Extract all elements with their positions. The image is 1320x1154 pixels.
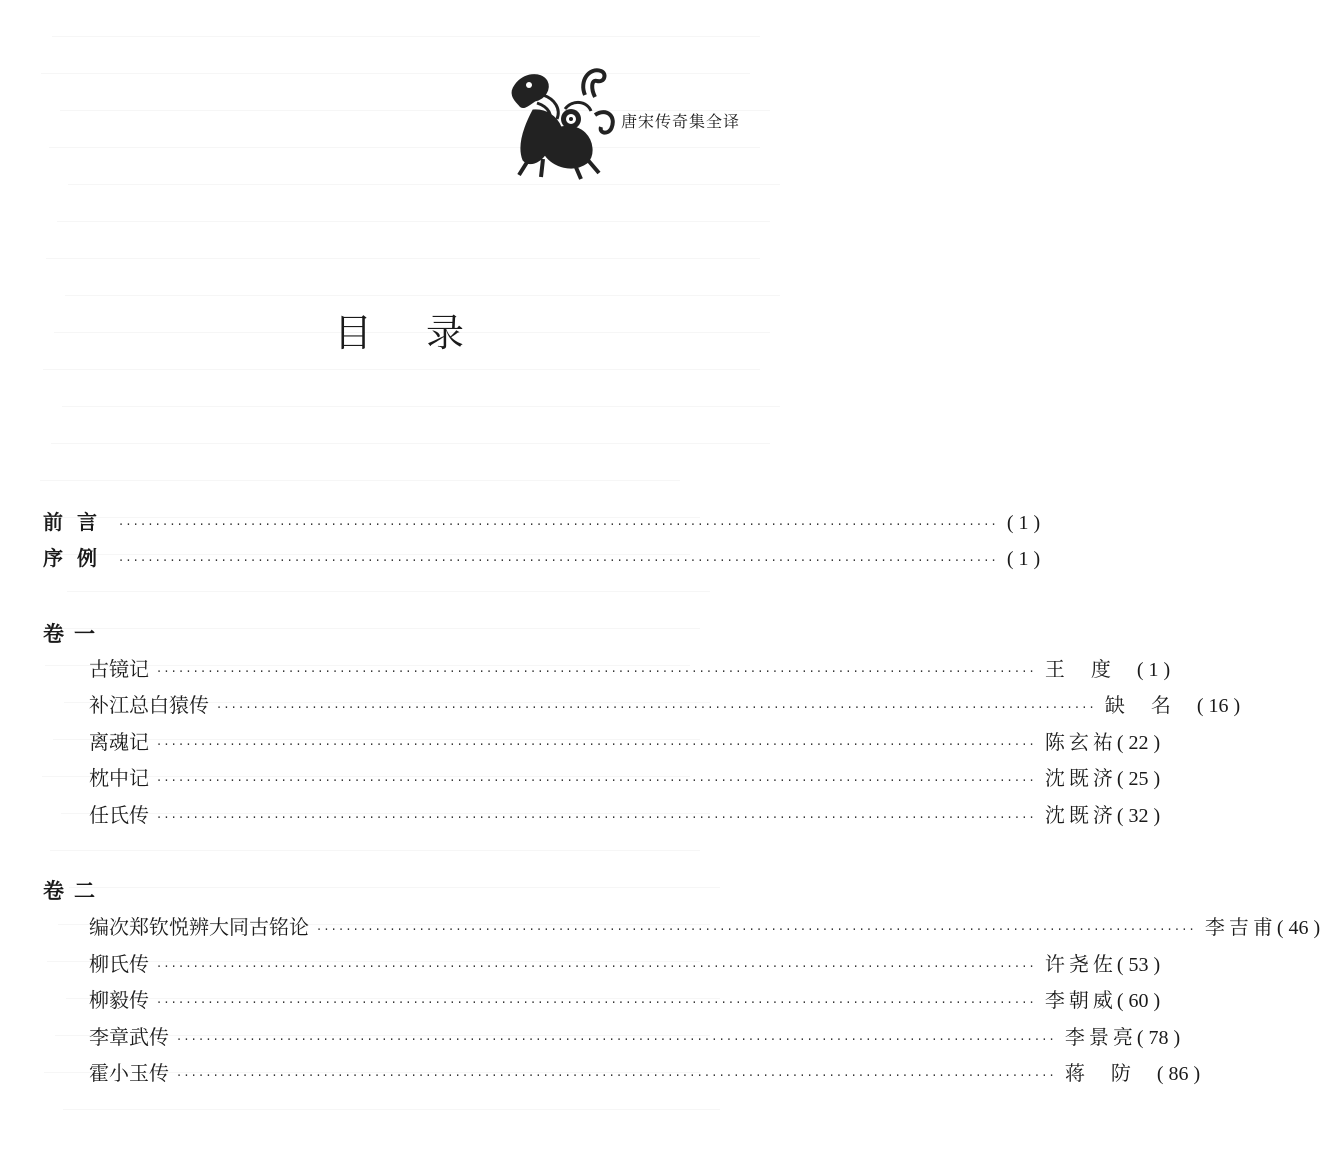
toc-entry-author: 李景亮 [1064,1025,1137,1049]
toc-page-number: ( 86 ) [1156,1063,1201,1085]
show-through-line [69,887,720,888]
show-through-line [57,221,770,222]
toc-entry[interactable] [89,652,1171,686]
toc-entry-title: 任氏传 [89,803,149,827]
volume-heading: 卷一 [43,622,105,646]
toc-entry[interactable] [89,688,1241,722]
show-through-line [68,184,780,185]
show-through-line [46,258,760,259]
toc-page-number: ( 1 ) [1136,659,1171,681]
mythical-beast-emblem-icon [495,55,620,180]
book-title: 唐宋传奇集全译 [621,112,741,131]
show-through-line [51,443,770,444]
toc-entry[interactable] [89,983,1161,1017]
toc-entry-author: 沈既济 [1044,803,1117,827]
toc-page-number: ( 22 ) [1116,732,1161,754]
toc-entry-author: 缺名 [1104,693,1197,717]
toc-entry-author: 蒋防 [1064,1061,1157,1085]
toc-page-number: ( 16 ) [1196,695,1241,717]
dot-leader: ························································································································ [119,554,999,569]
show-through-line [40,480,680,481]
toc-page-number: ( 60 ) [1116,990,1161,1012]
show-through-line [56,628,700,629]
toc-entry-title: 编次郑钦悦辨大同古铭论 [89,915,309,939]
toc-page-number: ( 53 ) [1116,954,1161,976]
dot-leader: ························································································································ [119,518,999,533]
toc-entry-title: 霍小玉传 [89,1061,169,1085]
toc-entry[interactable] [89,910,1320,944]
dot-leader: ························································································································ [157,774,1037,789]
toc-entry-title: 序例 [43,546,111,570]
toc-entry-title: 柳毅传 [89,988,149,1012]
show-through-line [62,406,780,407]
toc-entry[interactable] [89,947,1161,981]
page-title-char: 录 [426,311,467,355]
running-header [495,55,765,180]
dot-leader: ························································································································ [177,1033,1057,1048]
toc-entry[interactable] [89,725,1161,759]
toc-entry-author: 李朝威 [1044,988,1117,1012]
toc-entry-title: 古镜记 [89,657,149,681]
toc-page-number: ( 32 ) [1116,805,1161,827]
show-through-line [52,36,760,37]
show-through-line [50,850,700,851]
toc-entry-title: 枕中记 [89,766,149,790]
toc-page-number: ( 46 ) [1276,917,1320,939]
dot-leader: ························································································································ [317,923,1197,938]
page-title [0,302,800,357]
toc-page-number: ( 1 ) [1006,512,1041,534]
toc-entry[interactable] [89,1020,1181,1054]
dot-leader: ························································································································ [157,665,1037,680]
dot-leader: ························································································································ [157,811,1037,826]
toc-entry-title: 前言 [43,510,111,534]
toc-page-number: ( 25 ) [1116,768,1161,790]
toc-page-number: ( 1 ) [1006,548,1041,570]
dot-leader: ························································································································ [177,1069,1057,1084]
toc-entry-title: 李章武传 [89,1025,169,1049]
show-through-line [67,591,710,592]
dot-leader: ························································································································ [157,996,1037,1011]
show-through-line [65,295,780,296]
toc-entry[interactable] [89,798,1161,832]
toc-page-number: ( 78 ) [1136,1027,1181,1049]
dot-leader: ························································································································ [217,701,1097,716]
toc-entry-title: 柳氏传 [89,952,149,976]
toc-entry-title: 补江总白猿传 [89,693,209,717]
show-through-line [63,1109,720,1110]
toc-entry-author: 陈玄祐 [1044,730,1117,754]
dot-leader: ························································································································ [157,738,1037,753]
toc-entry[interactable] [89,761,1161,795]
toc-entry-author: 李吉甫 [1204,915,1277,939]
toc-entry-title: 离魂记 [89,730,149,754]
page-title-char: 目 [333,311,374,355]
toc-entry-author: 王度 [1044,657,1137,681]
toc-entry-preface-rules[interactable] [43,541,1041,575]
toc-entry[interactable] [89,1056,1201,1090]
toc-entry-author: 许尧佐 [1044,952,1117,976]
show-through-line [43,369,760,370]
toc-entry-author: 沈既济 [1044,766,1117,790]
toc-entry-foreword[interactable] [43,505,1041,539]
dot-leader: ························································································································ [157,960,1037,975]
volume-heading: 卷二 [43,879,105,903]
